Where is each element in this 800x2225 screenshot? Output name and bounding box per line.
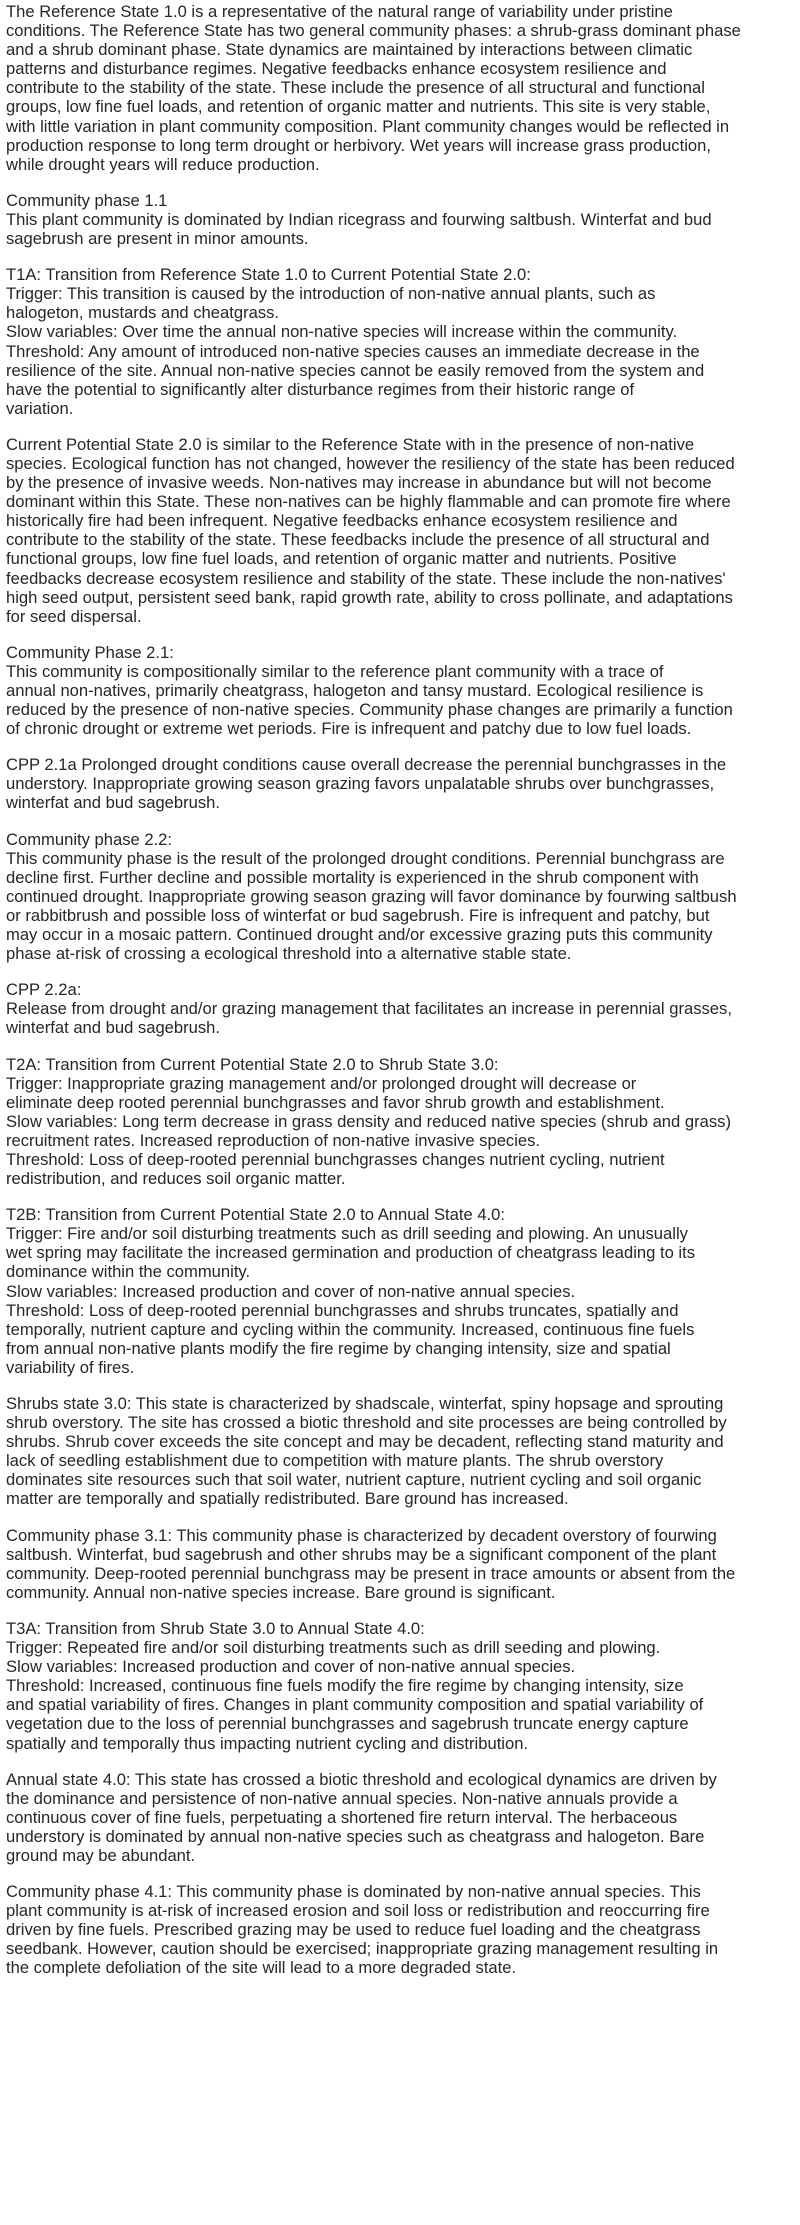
text-line: Community phase 1.1 [6, 190, 168, 210]
paragraph-community-phase-3-1 [6, 1526, 791, 1602]
text-line: the dominance and persistence of non-native annual species. Non-native annuals provide a [6, 1788, 678, 1808]
text-line: eliminate deep rooted perennial bunchgrasses and favor shrub growth and establishment. [6, 1092, 665, 1112]
text-line: halogeton, mustards and cheatgrass. [6, 303, 280, 323]
text-line: patterns and disturbance regimes. Negative feedbacks enhance ecosystem resilience and [6, 59, 667, 79]
text-line: plant community is at-risk of increased erosion and soil loss or redistribution and reoccurring fire [6, 1901, 710, 1921]
paragraph-current-potential-state-2-0 [6, 435, 791, 626]
text-line: Annual state 4.0: This state has crossed a biotic threshold and ecological dynamics are driven by [6, 1769, 717, 1789]
text-line: community. Deep-rooted perennial bunchgrass may be present in trace amounts or absent from the [6, 1563, 736, 1583]
text-line: feedbacks decrease ecosystem resilience and stability of the state. These include the non-natives' [6, 568, 726, 588]
text-line: This community is compositionally similar to the reference plant community with a trace of [6, 661, 664, 681]
paragraph-cpp-2-2a [6, 980, 791, 1037]
text-line: Community phase 3.1: This community phase is characterized by decadent overstory of fourwing [6, 1525, 717, 1545]
text-line: continuous cover of fine fuels, perpetuating a shortened fire return interval. The herbaceous [6, 1807, 678, 1827]
text-line: understory. Inappropriate growing season grazing favors unpalatable shrubs over bunchgrasses, [6, 774, 715, 794]
paragraph-t2b [6, 1205, 791, 1377]
text-line: CPP 2.2a: [6, 980, 82, 1000]
text-line: The Reference State 1.0 is a representative of the natural range of variability under pristine [6, 2, 673, 21]
text-line: Threshold: Loss of deep-rooted perennial bunchgrasses changes nutrient cycling, nutrient [6, 1149, 665, 1169]
text-line: shrub overstory. The site has crossed a biotic threshold and site processes are being controlled by [6, 1413, 727, 1433]
text-line: dominance within the community. [6, 1262, 251, 1282]
text-line: wet spring may facilitate the increased germination and production of cheatgrass leading to its [6, 1243, 696, 1263]
text-line: driven by fine fuels. Prescribed grazing may be used to reduce fuel loading and the cheatgrass [6, 1920, 701, 1940]
text-line: Slow variables: Increased production and cover of non-native annual species. [6, 1657, 576, 1677]
paragraph-shrubs-state-3-0 [6, 1394, 791, 1509]
paragraph-community-phase-4-1 [6, 1882, 791, 1977]
text-line: Slow variables: Increased production and cover of non-native annual species. [6, 1281, 576, 1301]
paragraph-reference-state [6, 2, 791, 174]
text-line: Slow variables: Over time the annual non-native species will increase within the community. [6, 322, 678, 342]
text-line: Trigger: This transition is caused by the introduction of non-native annual plants, such as [6, 284, 656, 304]
text-line: conditions. The Reference State has two general community phases: a shrub-grass dominant phase [6, 21, 741, 41]
text-line: matter are temporally and spatially redistributed. Bare ground has increased. [6, 1489, 569, 1509]
text-line: Current Potential State 2.0 is similar to the Reference State with in the presence of non-native [6, 434, 695, 454]
text-line: dominant within this State. These non-natives can be highly flammable and can promote fire where [6, 492, 731, 512]
text-line: CPP 2.1a Prolonged drought conditions cause overall decrease the perennial bunchgrasses in the [6, 755, 727, 775]
text-line: functional groups, low fine fuel loads, and retention of organic matter and nutrients. Positive [6, 549, 677, 569]
text-line: contribute to the stability of the state. These feedbacks include the presence of all structural and [6, 530, 710, 550]
text-line: T3A: Transition from Shrub State 3.0 to Annual State 4.0: [6, 1618, 425, 1638]
text-line: and a shrub dominant phase. State dynamics are maintained by interactions between climatic [6, 40, 693, 60]
text-line: saltbush. Winterfat, bud sagebrush and other shrubs may be a significant component of the plant [6, 1544, 717, 1564]
text-line: Trigger: Fire and/or soil disturbing treatments such as drill seeding and plowing. An unusually [6, 1224, 688, 1244]
text-line: This community phase is the result of the prolonged drought conditions. Perennial bunchgrass are [6, 848, 725, 868]
document-body [6, 2, 791, 1995]
text-line: Community Phase 2.1: [6, 642, 174, 662]
paragraph-community-phase-2-2 [6, 830, 791, 964]
text-line: understory is dominated by annual non-native species such as cheatgrass and halogeton. Bare [6, 1826, 705, 1846]
text-line: annual non-natives, primarily cheatgrass, halogeton and tansy mustard. Ecological resilience is [6, 681, 704, 700]
text-line: sagebrush are present in minor amounts. [6, 229, 309, 249]
text-line: reduced by the presence of non-native species. Community phase changes are primarily a function [6, 700, 733, 720]
text-line: phase at-risk of crossing a ecological threshold into a alternative stable state. [6, 944, 572, 964]
text-line: continued drought. Inappropriate growing season grazing will favor dominance by fourwing saltbush [6, 886, 737, 906]
text-line: for seed dispersal. [6, 606, 142, 626]
paragraph-community-phase-2-1 [6, 643, 791, 738]
paragraph-cpp-2-1a [6, 755, 791, 812]
text-line: have the potential to significantly alter disturbance regimes from their historic range of [6, 379, 635, 399]
text-line: of chronic drought or extreme wet periods. Fire is infrequent and patchy due to low fuel loads. [6, 719, 692, 739]
text-line: vegetation due to the loss of perennial bunchgrasses and sagebrush truncate energy capture [6, 1714, 689, 1734]
text-line: decline first. Further decline and possible mortality is experienced in the shrub component with [6, 867, 699, 887]
text-line: groups, low fine fuel loads, and retention of organic matter and nutrients. This site is very stable, [6, 97, 711, 117]
text-line: resilience of the site. Annual non-native species cannot be easily removed from the system and [6, 360, 705, 380]
text-line: historically fire had been infrequent. Negative feedbacks enhance ecosystem resilience and [6, 511, 678, 531]
text-line: contribute to the stability of the state. These include the presence of all structural and functional [6, 78, 705, 98]
paragraph-t3a [6, 1619, 791, 1753]
text-line: Shrubs state 3.0: This state is characterized by shadscale, winterfat, spiny hopsage and sprouting [6, 1394, 724, 1413]
text-line: spatially and temporally thus impacting nutrient cycling and distribution. [6, 1733, 529, 1753]
paragraph-t1a [6, 265, 791, 418]
text-line: may occur in a mosaic pattern. Continued drought and/or excessive grazing puts this community [6, 925, 713, 945]
text-line: species. Ecological function has not changed, however the resiliency of the state has been reduced [6, 453, 735, 473]
text-line: Release from drought and/or grazing management that facilitates an increase in perennial grasses, [6, 999, 732, 1019]
text-line: Trigger: Inappropriate grazing management and/or prolonged drought will decrease or [6, 1073, 637, 1093]
text-line: the complete defoliation of the site will lead to a more degraded state. [6, 1958, 517, 1978]
paragraph-community-phase-1-1 [6, 191, 791, 248]
text-line: or rabbitbrush and possible loss of winterfat or bud sagebrush. Fire is infrequent and patchy, but [6, 905, 710, 925]
text-line: high seed output, persistent seed bank, rapid growth rate, ability to cross pollinate, and adaptations [6, 587, 733, 607]
text-line: shrubs. Shrub cover exceeds the site concept and may be decadent, reflecting stand maturity and [6, 1432, 724, 1452]
text-line: Slow variables: Long term decrease in grass density and reduced native species (shrub and grass) [6, 1111, 731, 1131]
paragraph-annual-state-4-0 [6, 1770, 791, 1865]
text-line: and spatial variability of fires. Changes in plant community composition and spatial variability of [6, 1695, 704, 1715]
text-line: while drought years will reduce production. [6, 154, 320, 174]
text-line: Trigger: Repeated fire and/or soil disturbing treatments such as drill seeding and plowing. [6, 1638, 661, 1658]
text-line: dominates site resources such that soil water, nutrient capture, nutrient cycling and soil organic [6, 1470, 702, 1490]
paragraph-t2a [6, 1055, 791, 1189]
text-line: ground may be abundant. [6, 1845, 196, 1865]
text-line: with little variation in plant community composition. Plant community changes would be reflected in [6, 116, 730, 136]
text-line: This plant community is dominated by Indian ricegrass and fourwing saltbush. Winterfat and bud [6, 209, 712, 229]
text-line: lack of seedling establishment due to competition with mature plants. The shrub overstory [6, 1451, 664, 1471]
text-line: by the presence of invasive weeds. Non-natives may increase in abundance but will not become [6, 473, 712, 493]
text-line: variability of fires. [6, 1357, 135, 1377]
text-line: Community phase 4.1: This community phase is dominated by non-native annual species. This [6, 1882, 701, 1902]
text-line: winterfat and bud sagebrush. [6, 793, 221, 813]
text-line: redistribution, and reduces soil organic matter. [6, 1169, 346, 1189]
text-line: Threshold: Increased, continuous fine fuels modify the fire regime by changing intensity, size [6, 1676, 684, 1696]
text-line: temporally, nutrient capture and cycling within the community. Increased, continuous fine fuels [6, 1319, 695, 1339]
text-line: production response to long term drought or herbivory. Wet years will increase grass production, [6, 135, 711, 155]
text-line: seedbank. However, caution should be exercised; inappropriate grazing management resulting in [6, 1939, 719, 1959]
text-line: recruitment rates. Increased reproduction of non-native invasive species. [6, 1130, 541, 1150]
text-line: T2B: Transition from Current Potential State 2.0 to Annual State 4.0: [6, 1205, 506, 1225]
text-line: from annual non-native plants modify the fire regime by changing intensity, size and spatial [6, 1338, 671, 1358]
text-line: T1A: Transition from Reference State 1.0 to Current Potential State 2.0: [6, 265, 531, 285]
text-line: Community phase 2.2: [6, 829, 173, 849]
text-line: winterfat and bud sagebrush. [6, 1018, 221, 1038]
text-line: community. Annual non-native species increase. Bare ground is significant. [6, 1582, 556, 1602]
text-line: variation. [6, 398, 74, 418]
text-line: T2A: Transition from Current Potential State 2.0 to Shrub State 3.0: [6, 1054, 499, 1074]
text-line: Threshold: Loss of deep-rooted perennial bunchgrasses and shrubs truncates, spatially and [6, 1300, 679, 1320]
text-line: Threshold: Any amount of introduced non-native species causes an immediate decrease in the [6, 341, 700, 361]
